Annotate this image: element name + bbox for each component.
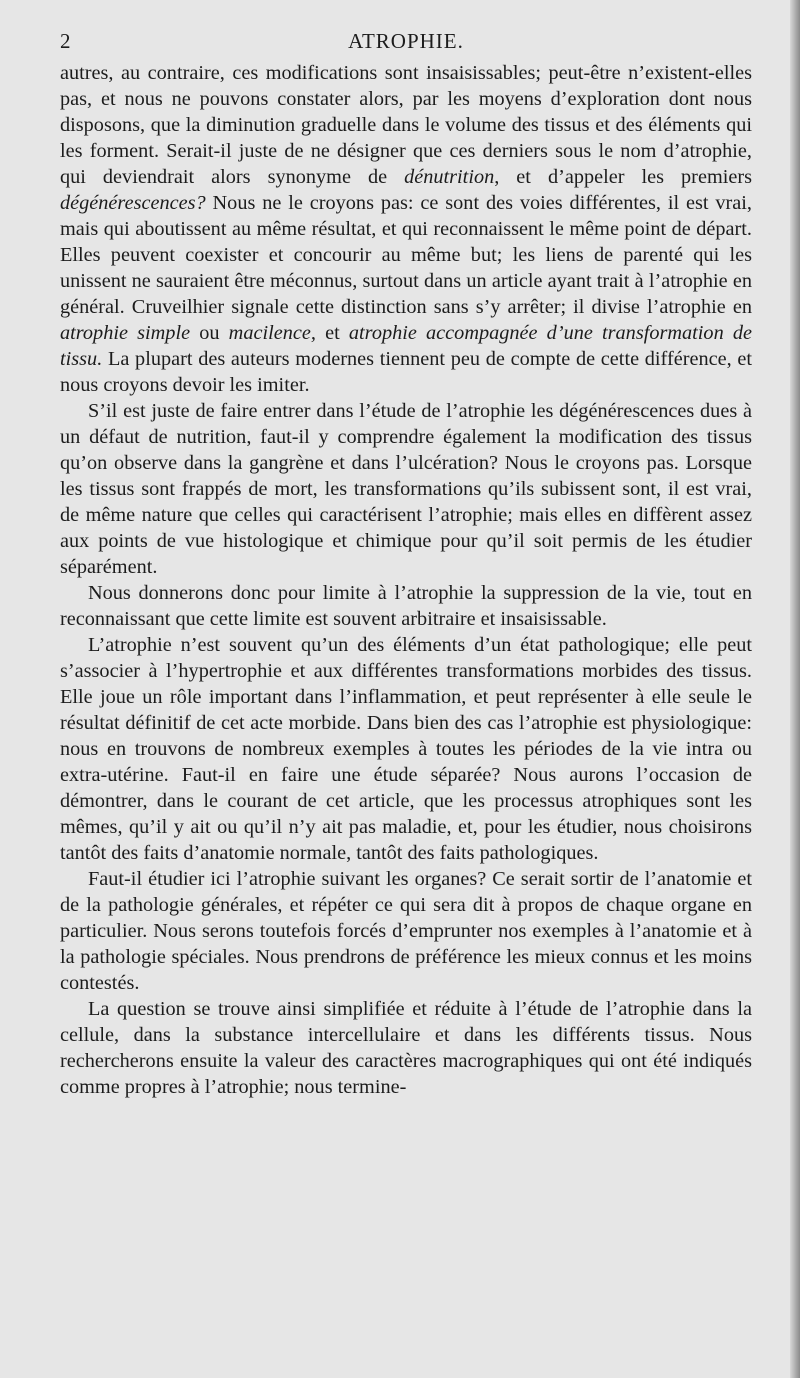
paragraph-1: autres, au contraire, ces modifications sont insaisissables; peut-être n’existent-elles pas, et nous ne pouvons constater alors, par les moyens d’exploration dont nous disposons, que la diminution graduelle dans le volume des tissus et des éléments qui les forment. Serait-il juste de ne désigner que ces derniers sous le nom d’atrophie, qui deviendrait alors synonyme de dénutrition, et d’appeler les premiers dégénérescences? Nous ne le croyons pas: ce sont des voies différentes, il est vrai, mais qui aboutissent au même résultat, et qui reconnaissent le même point de départ. Elles peuvent coexister et concourir au même but; les liens de parenté qui les unissent ne sauraient être méconnus, surtout dans un article ayant trait à l’atrophie en général. Cruveilhier signale cette distinction sans s’y arrêter; il divise l’atrophie en atrophie simple ou macilence, et atrophie accompagnée d’une transformation de tissu. La plupart des auteurs modernes tiennent peu de compte de cette différence, et nous croyons devoir les imiter.: [60, 62, 753, 396]
italic-term-degenerescences: dégénérescences?: [60, 192, 206, 214]
page-body: [60, 60, 752, 1100]
italic-term-denutrition: dénutrition: [404, 166, 495, 188]
running-head: ATROPHIE.: [348, 29, 464, 53]
italic-term-atrophie-simple: atrophie simple: [60, 322, 191, 344]
italic-term-atrophie-accompagnee: atrophie accompagnée d’une transformation de tissu.: [60, 322, 753, 370]
paragraph-5: Faut-il étudier ici l’atrophie suivant les organes? Ce serait sortir de l’anatomie et de la pathologie générales, et répéter ce qui sera dit à propos de chaque organe en particulier. Nous serons toutefois forcés d’emprunter nos exemples à l’anatomie et à la pathologie spéciales. Nous prendrons de préférence les mieux connus et les moins contestés.: [60, 868, 752, 994]
paragraph-6: La question se trouve ainsi simplifiée et réduite à l’étude de l’atrophie dans la cellule, dans la substance intercellulaire et dans les différents tissus. Nous rechercherons ensuite la valeur des caractères macrographiques qui ont été indiqués comme propres à l’atrophie; nous termine-: [60, 998, 752, 1098]
italic-term-macilence: macilence,: [228, 322, 316, 344]
paragraph-4: L’atrophie n’est souvent qu’un des éléments d’un état pathologique; elle peut s’associer à l’hypertrophie et aux différentes transformations morbides des tissus. Elle joue un rôle important dans l’inflammation, et peut représenter à elle seule le résultat définitif de cet acte morbide. Dans bien des cas l’atrophie est physiologique: nous en trouvons de nombreux exemples à toutes les périodes de la vie intra ou extra-utérine. Faut-il en faire une étude séparée? Nous aurons l’occasion de démontrer, dans le courant de cet article, que les processus atrophiques sont les mêmes, qu’il y ait ou qu’il n’y ait pas maladie, et, pour les étudier, nous choisirons tantôt des faits d’anatomie normale, tantôt des faits pathologiques.: [60, 634, 752, 864]
paragraph-3: Nous donnerons donc pour limite à l’atrophie la suppression de la vie, tout en reconnaissant que cette limite est souvent arbitraire et insaisissable.: [60, 582, 752, 630]
page-number: 2: [60, 29, 71, 53]
paragraph-2: S’il est juste de faire entrer dans l’étude de l’atrophie les dégénérescences dues à un défaut de nutrition, faut-il y comprendre également la modification des tissus qu’on observe dans la gangrène et dans l’ulcération? Nous le croyons pas. Lorsque les tissus sont frappés de mort, les transformations qu’ils subissent sont, il est vrai, de même nature que celles qui caractérisent l’atrophie; mais elles en diffèrent assez aux points de vue histologique et chimique pour qu’il soit permis de les étudier séparément.: [60, 400, 752, 578]
page-header: [60, 26, 752, 56]
page-edge-shadow: [790, 0, 800, 1378]
